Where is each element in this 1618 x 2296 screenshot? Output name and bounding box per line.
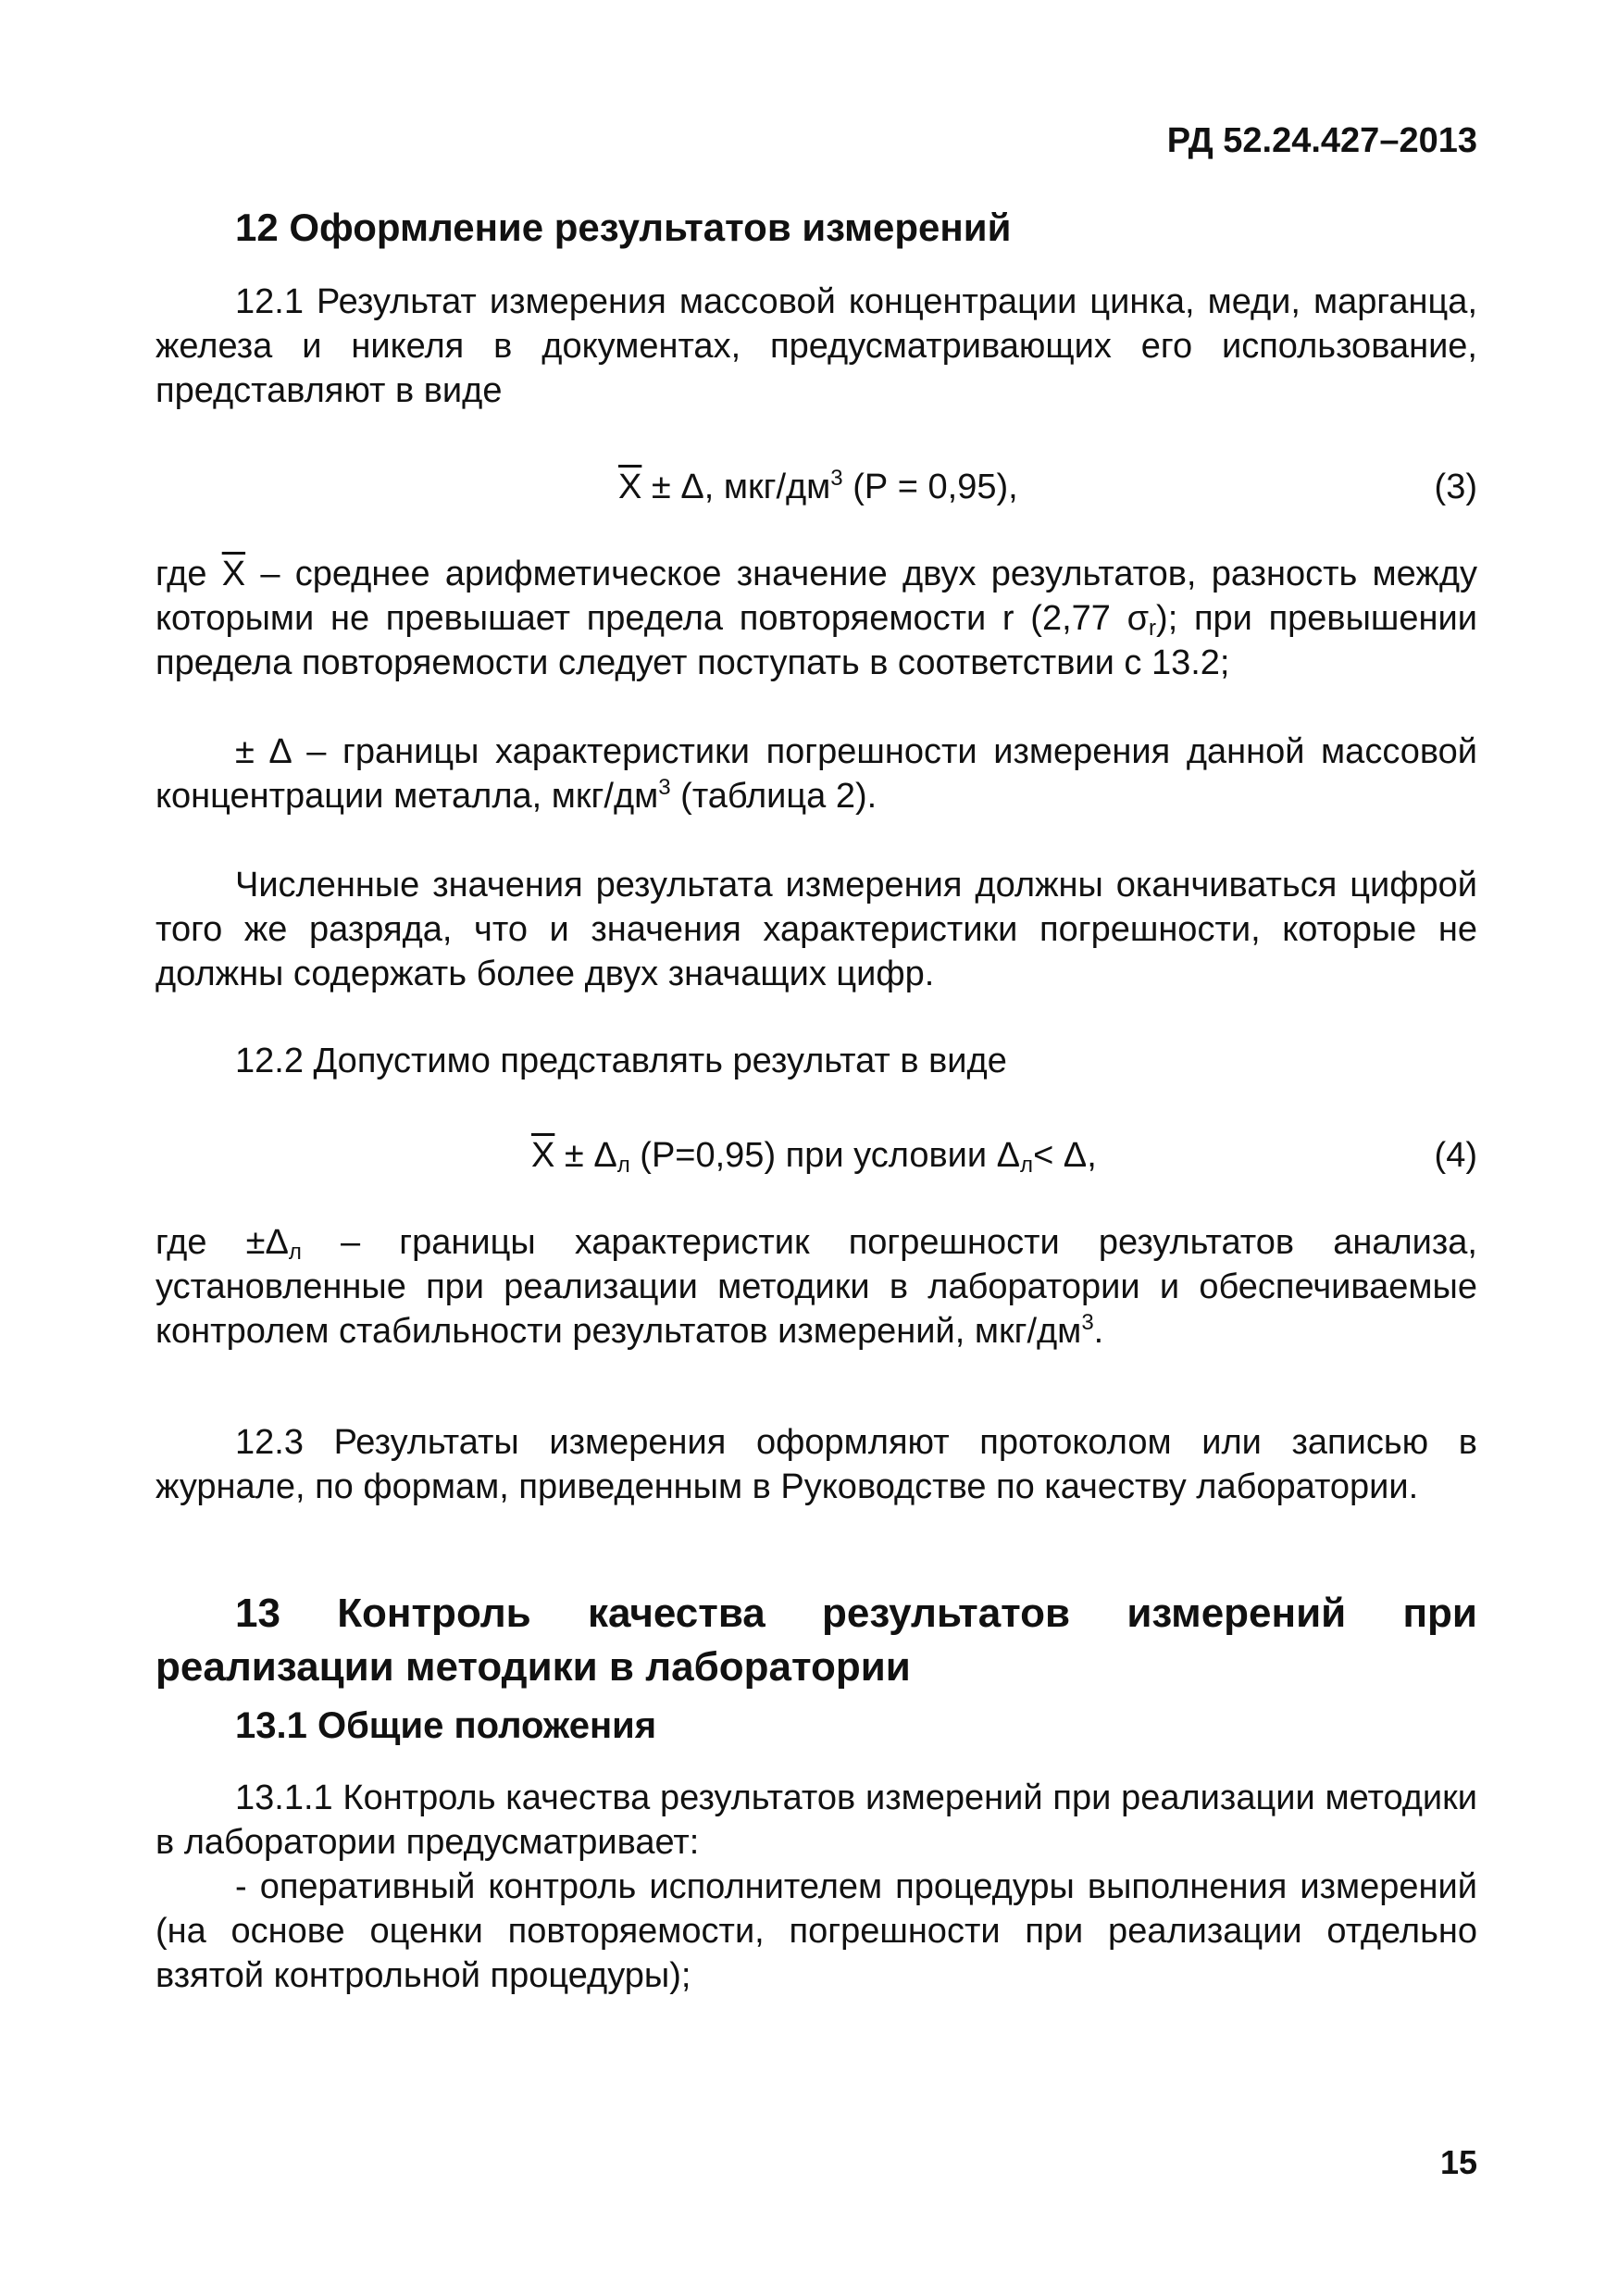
formula-3: [156, 465, 1477, 509]
paragraph-13-1-1: 13.1.1 Контроль качества результатов измерений при реализации методики в лаборатории предусматривает:: [156, 1778, 1477, 1862]
list-item-operational-control: - оперативный контроль исполнителем процедуры выполнения измерений (на основе оценки повторяемости, погрешности при реализации отдельно взятой контрольной процедуры);: [156, 1867, 1477, 1995]
subsection-13-1-title: 13.1 Общие положения: [235, 1705, 657, 1746]
formula-3-expression: $\overline{X} \pm \Delta$, мкг/$дм^3$ (Р = 0,95),: [618, 466, 1018, 506]
document-code: РД 52.24.427–2013: [1166, 121, 1477, 160]
section-12-title: 12 Оформление результатов измерений: [235, 206, 1012, 249]
where-x-definition: где $\overline{X}$ – среднее арифметическое значение двух результатов, разность между которыми не превышает предела повторяемости r (2,77 $\sigma_r$); при превышении предела повторяемости следует поступать в соответствии с 13.2;: [156, 555, 1477, 682]
where-delta-definition: ± Δ – границы характеристики погрешности измерения данной массовой концентрации металла, мкг/$дм^3$ (таблица 2).: [156, 732, 1477, 816]
section-13-title-line-2: реализации методики в лаборатории: [156, 1644, 911, 1690]
formula-4-number: (4): [1434, 1136, 1477, 1175]
paragraph-12-1: 12.1 Результат измерения массовой концентрации цинка, меди, марганца, железа и никеля в документах, предусматривающих его использование, представляют в виде: [156, 282, 1477, 410]
page-number: 15: [1439, 2143, 1477, 2181]
formula-4-expression: $\overline{X} \pm \Delta_л$ (Р=0,95) при условии $\Delta_л< \Delta$,: [531, 1136, 1097, 1178]
paragraph-12-2: 12.2 Допустимо представлять результат в виде: [235, 1042, 1007, 1080]
formula-3-number: (3): [1434, 468, 1477, 506]
section-13-title-line-1: 13 Контроль качества результатов измерений при: [235, 1591, 1477, 1636]
where-delta-l-definition: где $\pm\Delta_л$ – границы характеристик погрешности результатов анализа, установленные при реализации методики в лаборатории и обеспечиваемые контролем стабильности результатов измерений, мкг/$дм^3$.: [156, 1223, 1477, 1351]
section-13-title: [156, 1587, 1477, 1694]
formula-4: [156, 1133, 1477, 1178]
paragraph-12-3: 12.3 Результаты измерения оформляют протоколом или записью в журнале, по формам, приведенным в Руководстве по качеству лаборатории.: [156, 1423, 1477, 1506]
numeric-values-note: Численные значения результата измерения должны оканчиваться цифрой того же разряда, что и значения характеристики погрешности, которые не должны содержать более двух значащих цифр.: [156, 866, 1477, 993]
